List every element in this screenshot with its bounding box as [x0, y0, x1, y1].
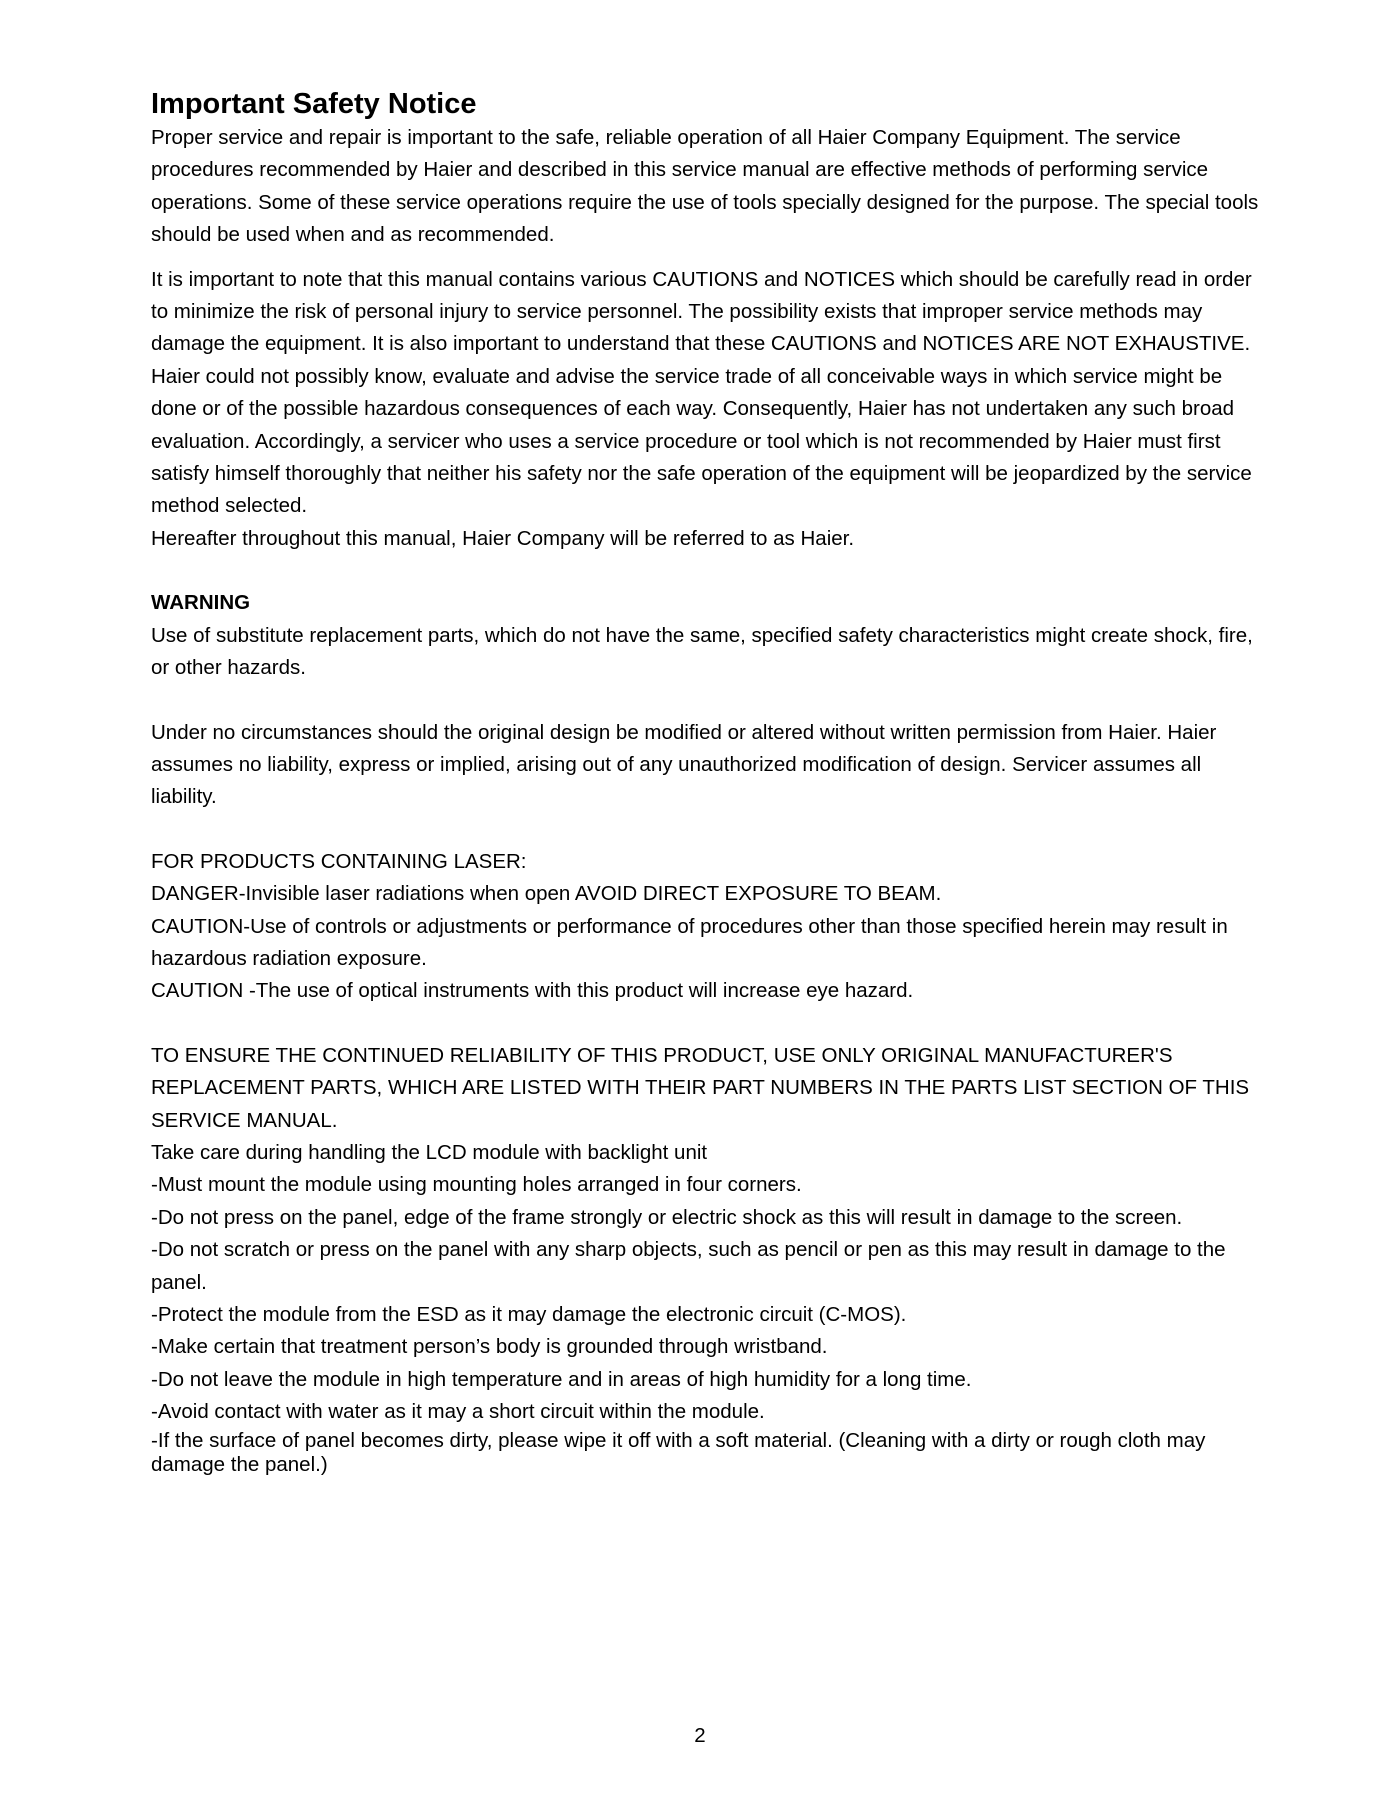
page-title: Important Safety Notice	[151, 88, 477, 120]
page-number: 2	[694, 1724, 706, 1747]
spacer	[151, 252, 1261, 264]
laser-caution-optical: CAUTION -The use of optical instruments with this product will increase eye hazard.	[151, 979, 914, 1003]
modification-paragraph: Under no circumstances should the original design be modified or altered without written permission from Haier. Haier assumes no liability, express or implied, arising out of any unauthorized modification of design. Servicer assumes all liability.	[151, 720, 1217, 809]
laser-danger: DANGER-Invisible laser radiations when open AVOID DIRECT EXPOSURE TO BEAM.	[151, 882, 942, 906]
reliability-paragraph: TO ENSURE THE CONTINUED RELIABILITY OF THIS PRODUCT, USE ONLY ORIGINAL MANUFACTURER'S REPLACEMENT PARTS, WHICH ARE LISTED WITH THEIR PART NUMBERS IN THE PARTS LIST SECTION OF THIS SERVICE MANUAL.	[151, 1043, 1250, 1132]
lcd-item: -Protect the module from the ESD as it may damage the electronic circuit (C-MOS).	[151, 1303, 907, 1326]
laser-caution-controls: CAUTION-Use of controls or adjustments or performance of procedures other than those specified herein may result in hazardous radiation exposure.	[151, 914, 1228, 970]
warning-text: Use of substitute replacement parts, which do not have the same, specified safety characteristics might create shock, fire, or other hazards.	[151, 623, 1253, 680]
haier-reference-paragraph: Hereafter throughout this manual, Haier Company will be referred to as Haier.	[151, 526, 855, 550]
warning-heading: WARNING	[151, 591, 251, 615]
lcd-item: -Do not press on the panel, edge of the frame strongly or electric shock as this will result in damage to the screen.	[151, 1205, 1183, 1229]
document-page	[151, 86, 1261, 1477]
lcd-item-last: -If the surface of panel becomes dirty, please wipe it off with a soft material. (Cleaning with a dirty or rough cloth may damage the panel.)	[151, 1428, 1206, 1476]
spacer	[151, 814, 1261, 846]
lcd-item: -Must mount the module using mounting holes arranged in four corners.	[151, 1173, 802, 1197]
lcd-item: -Do not leave the module in high temperature and in areas of high humidity for a long time.	[151, 1367, 972, 1391]
cautions-paragraph: It is important to note that this manual contains various CAUTIONS and NOTICES which should be carefully read in order to minimize the risk of personal injury to service personnel. The possibility exists that improper service methods may damage the equipment. It is also important to understand that these CAUTIONS and NOTICES ARE NOT EXHAUSTIVE. Haier could not possibly know, evaluate and advise the service trade of all conceivable ways in which service might be done or of the possible hazardous consequences of each way. Consequently, Haier has not undertaken any such broad evaluation. Accordingly, a servicer who uses a service procedure or tool which is not recommended by Haier must first satisfy himself thoroughly that neither his safety nor the safe operation of the equipment will be jeopardized by the service method selected.	[151, 267, 1252, 518]
lcd-item: -Avoid contact with water as it may a short circuit within the module.	[151, 1400, 765, 1424]
lcd-item: -Make certain that treatment person’s body is grounded through wristband.	[151, 1335, 828, 1359]
lcd-item: -Do not scratch or press on the panel with any sharp objects, such as pencil or pen as this may result in damage to the panel.	[151, 1238, 1226, 1294]
spacer	[151, 555, 1261, 587]
lcd-intro: Take care during handling the LCD module with backlight unit	[151, 1140, 708, 1164]
laser-heading: FOR PRODUCTS CONTAINING LASER:	[151, 849, 527, 873]
intro-paragraph: Proper service and repair is important to the safe, reliable operation of all Haier Company Equipment. The service procedures recommended by Haier and described in this service manual are effective methods of performing service operations. Some of these service operations require the use of tools specially designed for the purpose. The special tools should be used when and as recommended.	[151, 126, 1259, 247]
spacer	[151, 685, 1261, 717]
spacer	[151, 1008, 1261, 1040]
